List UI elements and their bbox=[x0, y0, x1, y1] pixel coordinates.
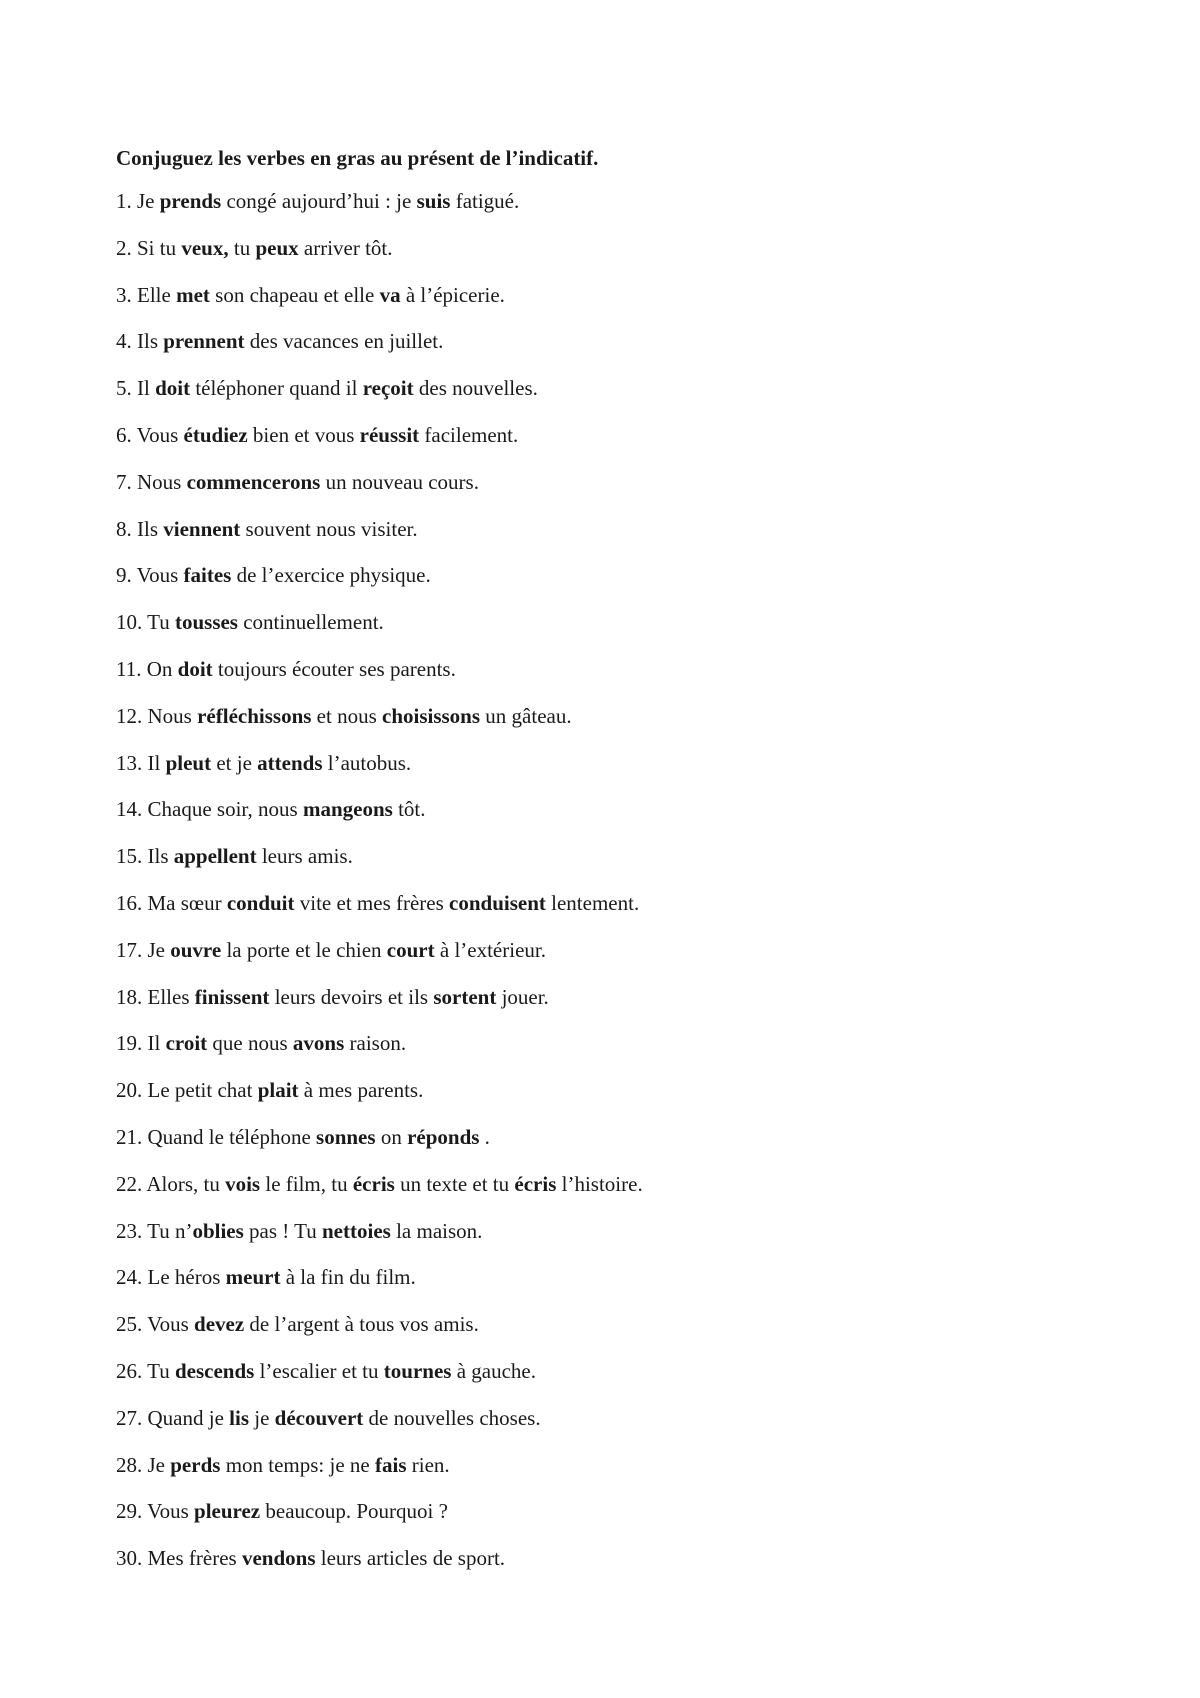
sentence-text: Si tu bbox=[131, 235, 182, 260]
exercise-item bbox=[116, 326, 1116, 356]
exercise-item bbox=[116, 1216, 1116, 1246]
sentence-text: l’autobus. bbox=[322, 750, 412, 775]
sentence-text: la porte et le chien bbox=[221, 937, 387, 962]
exercise-number: 6. bbox=[116, 422, 132, 447]
sentence-text: des vacances en juillet. bbox=[244, 329, 444, 354]
verb-to-conjugate: écris bbox=[514, 1171, 557, 1196]
verb-to-conjugate: vendons bbox=[241, 1546, 316, 1571]
sentence-text: Ils bbox=[142, 844, 174, 869]
sentence-text: leurs devoirs et ils bbox=[269, 984, 434, 1009]
exercise-item bbox=[116, 1543, 1116, 1573]
verb-to-conjugate: met bbox=[176, 282, 210, 307]
exercise-number: 17. bbox=[116, 937, 143, 962]
verb-to-conjugate: finissent bbox=[194, 984, 270, 1009]
verb-to-conjugate: reçoit bbox=[362, 376, 414, 401]
sentence-text: Alors, tu bbox=[142, 1171, 226, 1196]
exercise-number: 20. bbox=[116, 1078, 143, 1103]
verb-to-conjugate: perds bbox=[170, 1452, 221, 1477]
sentence-text: raison. bbox=[344, 1031, 407, 1056]
exercise-item bbox=[116, 1309, 1116, 1339]
exercise-number: 24. bbox=[116, 1265, 143, 1290]
sentence-text: Vous bbox=[142, 1499, 195, 1524]
verb-to-conjugate: faites bbox=[183, 563, 232, 588]
verb-to-conjugate: avons bbox=[292, 1031, 345, 1056]
sentence-text: à mes parents. bbox=[298, 1078, 424, 1103]
exercise-item bbox=[116, 1028, 1116, 1058]
verb-to-conjugate: doit bbox=[177, 656, 213, 681]
exercise-number: 29. bbox=[116, 1499, 143, 1524]
sentence-text: que nous bbox=[207, 1031, 293, 1056]
exercise-number: 5. bbox=[116, 376, 132, 401]
exercise-item bbox=[116, 982, 1116, 1012]
verb-to-conjugate: pleurez bbox=[194, 1499, 261, 1524]
sentence-text: lentement. bbox=[545, 890, 640, 915]
verb-to-conjugate: découvert bbox=[274, 1405, 364, 1430]
verb-to-conjugate: attends bbox=[257, 750, 323, 775]
exercise-item bbox=[116, 748, 1116, 778]
exercise-item bbox=[116, 1075, 1116, 1105]
sentence-text: Quand je bbox=[142, 1405, 230, 1430]
sentence-text: Tu bbox=[142, 1358, 175, 1383]
exercise-item bbox=[116, 1262, 1116, 1292]
sentence-text: Je bbox=[131, 189, 160, 213]
verb-to-conjugate: tournes bbox=[383, 1358, 452, 1383]
sentence-text: Je bbox=[142, 1452, 171, 1477]
sentence-text: leurs amis. bbox=[256, 844, 353, 869]
sentence-text: On bbox=[141, 656, 178, 681]
sentence-text: Ils bbox=[131, 329, 164, 354]
sentence-text: Il bbox=[131, 376, 156, 401]
verb-to-conjugate: veux, bbox=[181, 235, 229, 260]
exercise-number: 19. bbox=[116, 1031, 143, 1056]
exercise-item bbox=[116, 794, 1116, 824]
sentence-text: mon temps: je ne bbox=[220, 1452, 375, 1477]
sentence-text: beaucoup. Pourquoi ? bbox=[260, 1499, 448, 1524]
sentence-text: Elle bbox=[131, 282, 177, 307]
exercise-item bbox=[116, 186, 1116, 216]
sentence-text: Elles bbox=[142, 984, 195, 1009]
verb-to-conjugate: sortent bbox=[433, 984, 497, 1009]
exercise-item bbox=[116, 701, 1116, 731]
sentence-text: Nous bbox=[142, 703, 198, 728]
verb-to-conjugate: réponds bbox=[407, 1124, 480, 1149]
sentence-text: l’histoire. bbox=[556, 1171, 643, 1196]
exercise-item bbox=[116, 841, 1116, 871]
verb-to-conjugate: réfléchissons bbox=[197, 703, 312, 728]
verb-to-conjugate: choisissons bbox=[382, 703, 481, 728]
sentence-text: arriver tôt. bbox=[298, 235, 393, 260]
sentence-text: un texte et tu bbox=[394, 1171, 515, 1196]
exercise-number: 4. bbox=[116, 329, 132, 354]
exercise-number: 8. bbox=[116, 516, 132, 541]
sentence-text: toujours écouter ses parents. bbox=[212, 656, 456, 681]
sentence-text: de l’exercice physique. bbox=[231, 563, 431, 588]
exercise-item bbox=[116, 514, 1116, 544]
verb-to-conjugate: prends bbox=[159, 189, 222, 213]
verb-to-conjugate: viennent bbox=[163, 516, 241, 541]
exercise-number: 13. bbox=[116, 750, 143, 775]
sentence-text: Je bbox=[142, 937, 171, 962]
exercise-item bbox=[116, 373, 1116, 403]
sentence-text: et je bbox=[211, 750, 258, 775]
exercise-item bbox=[116, 1356, 1116, 1386]
verb-to-conjugate: fais bbox=[375, 1452, 407, 1477]
sentence-text: je bbox=[249, 1405, 275, 1430]
sentence-text: son chapeau et elle bbox=[209, 282, 380, 307]
sentence-text: Le héros bbox=[142, 1265, 226, 1290]
exercise-number: 1. bbox=[116, 189, 132, 213]
exercise-list bbox=[116, 186, 1116, 1573]
sentence-text: rien. bbox=[406, 1452, 450, 1477]
sentence-text: des nouvelles. bbox=[413, 376, 538, 401]
sentence-text: bien et vous bbox=[247, 422, 360, 447]
sentence-text: et nous bbox=[311, 703, 382, 728]
exercise-item bbox=[116, 467, 1116, 497]
verb-to-conjugate: croit bbox=[165, 1031, 208, 1056]
verb-to-conjugate: appellent bbox=[173, 844, 257, 869]
sentence-text: Il bbox=[142, 1031, 166, 1056]
sentence-text: tu bbox=[228, 235, 256, 260]
sentence-text: à l’épicerie. bbox=[400, 282, 505, 307]
verb-to-conjugate: peux bbox=[255, 235, 299, 260]
document-content bbox=[116, 143, 1116, 1590]
verb-to-conjugate: étudiez bbox=[183, 422, 248, 447]
verb-to-conjugate: tousses bbox=[174, 610, 238, 635]
verb-to-conjugate: devez bbox=[194, 1312, 245, 1337]
exercise-number: 30. bbox=[116, 1546, 143, 1571]
exercise-number: 3. bbox=[116, 282, 132, 307]
exercise-item bbox=[116, 233, 1116, 263]
exercise-number: 10. bbox=[116, 610, 143, 635]
verb-to-conjugate: lis bbox=[229, 1405, 249, 1430]
sentence-text: à gauche. bbox=[451, 1358, 536, 1383]
sentence-text: un nouveau cours. bbox=[320, 469, 479, 494]
sentence-text: Chaque soir, nous bbox=[142, 797, 303, 822]
sentence-text: souvent nous visiter. bbox=[240, 516, 418, 541]
exercise-item bbox=[116, 1403, 1116, 1433]
sentence-text: à la fin du film. bbox=[280, 1265, 416, 1290]
exercise-number: 27. bbox=[116, 1405, 143, 1430]
exercise-item bbox=[116, 1450, 1116, 1480]
sentence-text: pas ! Tu bbox=[243, 1218, 322, 1243]
exercise-item bbox=[116, 1122, 1116, 1152]
exercise-number: 9. bbox=[116, 563, 132, 588]
exercise-item bbox=[116, 1169, 1116, 1199]
exercise-number: 15. bbox=[116, 844, 143, 869]
verb-to-conjugate: suis bbox=[416, 189, 451, 213]
sentence-text: Il bbox=[142, 750, 166, 775]
exercise-number: 11. bbox=[116, 656, 142, 681]
exercise-number: 26. bbox=[116, 1358, 143, 1383]
sentence-text: téléphoner quand il bbox=[190, 376, 363, 401]
verb-to-conjugate: ouvre bbox=[170, 937, 222, 962]
sentence-text: la maison. bbox=[390, 1218, 483, 1243]
exercise-number: 18. bbox=[116, 984, 143, 1009]
verb-to-conjugate: va bbox=[379, 282, 401, 307]
sentence-text: Quand le téléphone bbox=[142, 1124, 317, 1149]
exercise-item bbox=[116, 420, 1116, 450]
exercise-item bbox=[116, 935, 1116, 965]
verb-to-conjugate: mangeons bbox=[302, 797, 393, 822]
verb-to-conjugate: écris bbox=[352, 1171, 395, 1196]
sentence-text: congé aujourd’hui : je bbox=[221, 189, 417, 213]
verb-to-conjugate: réussit bbox=[359, 422, 420, 447]
exercise-number: 23. bbox=[116, 1218, 143, 1243]
sentence-text: tôt. bbox=[392, 797, 426, 822]
sentence-text: leurs articles de sport. bbox=[315, 1546, 506, 1571]
exercise-item bbox=[116, 654, 1116, 684]
verb-to-conjugate: pleut bbox=[165, 750, 212, 775]
verb-to-conjugate: descends bbox=[174, 1358, 255, 1383]
verb-to-conjugate: sonnes bbox=[316, 1124, 376, 1149]
verb-to-conjugate: plait bbox=[257, 1078, 299, 1103]
exercise-number: 28. bbox=[116, 1452, 143, 1477]
verb-to-conjugate: nettoies bbox=[322, 1218, 391, 1243]
exercise-instruction: Conjuguez les verbes en gras au présent de l’indicatif. bbox=[116, 146, 599, 170]
exercise-number: 22. bbox=[116, 1171, 143, 1196]
sentence-text: Ils bbox=[131, 516, 164, 541]
exercise-number: 2. bbox=[116, 235, 132, 260]
sentence-text: jouer. bbox=[496, 984, 549, 1009]
sentence-text: . bbox=[479, 1124, 490, 1149]
sentence-text: Vous bbox=[131, 563, 184, 588]
verb-to-conjugate: prennent bbox=[163, 329, 245, 354]
verb-to-conjugate: meurt bbox=[225, 1265, 281, 1290]
verb-to-conjugate: conduit bbox=[226, 890, 295, 915]
verb-to-conjugate: doit bbox=[155, 376, 191, 401]
sentence-text: on bbox=[375, 1124, 408, 1149]
sentence-text: Tu bbox=[142, 610, 175, 635]
verb-to-conjugate: oblies bbox=[192, 1218, 244, 1243]
sentence-text: Ma sœur bbox=[142, 890, 227, 915]
sentence-text: facilement. bbox=[419, 422, 519, 447]
sentence-text: Mes frères bbox=[142, 1546, 242, 1571]
exercise-item bbox=[116, 560, 1116, 590]
verb-to-conjugate: conduisent bbox=[449, 890, 546, 915]
sentence-text: Nous bbox=[131, 469, 187, 494]
sentence-text: de l’argent à tous vos amis. bbox=[244, 1312, 479, 1337]
exercise-item bbox=[116, 888, 1116, 918]
verb-to-conjugate: vois bbox=[225, 1171, 261, 1196]
verb-to-conjugate: commencerons bbox=[186, 469, 321, 494]
exercise-number: 14. bbox=[116, 797, 143, 822]
sentence-text: Vous bbox=[131, 422, 184, 447]
exercise-number: 12. bbox=[116, 703, 143, 728]
exercise-item bbox=[116, 607, 1116, 637]
verb-to-conjugate: court bbox=[386, 937, 435, 962]
sentence-text: continuellement. bbox=[237, 610, 384, 635]
sentence-text: un gâteau. bbox=[480, 703, 572, 728]
sentence-text: Tu n’ bbox=[142, 1218, 193, 1243]
sentence-text: Le petit chat bbox=[142, 1078, 258, 1103]
sentence-text: à l’extérieur. bbox=[434, 937, 546, 962]
exercise-item bbox=[116, 1496, 1116, 1526]
exercise-number: 16. bbox=[116, 890, 143, 915]
sentence-text: vite et mes frères bbox=[294, 890, 450, 915]
sentence-text: le film, tu bbox=[260, 1171, 353, 1196]
exercise-number: 7. bbox=[116, 469, 132, 494]
sentence-text: l’escalier et tu bbox=[254, 1358, 384, 1383]
sentence-text: de nouvelles choses. bbox=[363, 1405, 541, 1430]
sentence-text: Vous bbox=[142, 1312, 195, 1337]
exercise-number: 21. bbox=[116, 1124, 143, 1149]
exercise-number: 25. bbox=[116, 1312, 143, 1337]
sentence-text: fatigué. bbox=[450, 189, 520, 213]
exercise-item bbox=[116, 280, 1116, 310]
